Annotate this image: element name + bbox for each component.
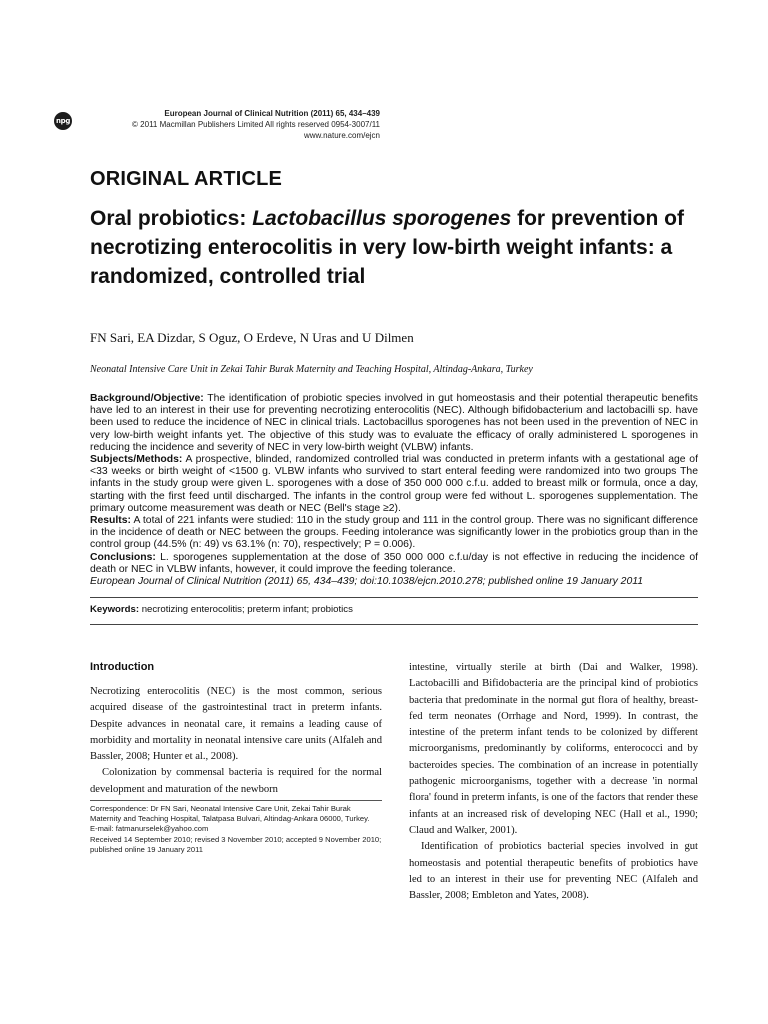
- article-title: [90, 204, 710, 291]
- abstract-conclusions-text: L. sporogenes supplementation at the dose of 350 000 000 c.f.u/day is not effective in reducing the incidence of death or NEC in VLBW infants, however, it could improve the feeding tolerance.: [90, 551, 699, 575]
- body-column-left: [90, 660, 382, 798]
- title-part-1: Oral probiotics:: [90, 207, 253, 230]
- affiliation: Neonatal Intensive Care Unit in Zekai Tahir Burak Maternity and Teaching Hospital, Altindag-Ankara, Turkey: [90, 364, 533, 375]
- abstract-conclusions-label: Conclusions:: [90, 551, 156, 563]
- abstract-background-text: The identification of probiotic species involved in gut homeostasis and their potential therapeutic benefits have led to an interest in their use for preventing necrotizing enterocolitis (NEC). Although bifidobacterium and lactobacilli sp. have been used to reduce the incidence of NEC in clinical trials. Lactobacillus sporogenes has not been used in the prevention of NEC in very low-birth weight infants yet. The objective of this study was to evaluate the efficacy of orally administered L sporogenes in reducing the incidence and severity of NEC in very low-birth weight (VLBW) infants.: [90, 393, 698, 453]
- section-heading-introduction: Introduction: [90, 661, 155, 673]
- body-column-right: [409, 660, 698, 904]
- intro-paragraph-3: intestine, virtually sterile at birth (Dai and Walker, 1998). Lactobacilli and Bifidobacteria are the principal kind of probiotics bacteria that predominate in the normal gut flora of healthy, breast-fed term neonates (Orrhage and Nord, 1999). In contrast, the intestine of the preterm infant tends to be colonized by different microorganisms, predominantly by coliforms, enterococci and by bacteroides species. The combination of an increase in potentially pathogenic microorganisms, together with a decrease 'in normal flora' found in preterm infants, is one of the factors that render these infants at an increased risk of developing NEC (Hall et al., 1990; Claud and Walker, 2001).: [409, 662, 698, 836]
- keywords: [90, 604, 353, 615]
- publisher-logo: npg: [54, 112, 72, 130]
- journal-url[interactable]: www.nature.com/ejcn: [303, 131, 380, 140]
- journal-citation-line: European Journal of Clinical Nutrition (2011) 65, 434–439: [164, 109, 380, 118]
- divider-bottom: [90, 624, 698, 625]
- title-italic: Lactobacillus sporogenes: [252, 207, 512, 230]
- intro-paragraph-2: Colonization by commensal bacteria is required for the normal development and maturation of the newborn: [90, 767, 382, 795]
- correspondence-email[interactable]: E-mail: fatmanurselek@yahoo.com: [90, 824, 209, 834]
- abstract-methods-label: Subjects/Methods:: [90, 454, 183, 466]
- keywords-text: necrotizing enterocolitis; preterm infant; probiotics: [141, 604, 353, 615]
- abstract-background-label: Background/Objective:: [90, 393, 204, 404]
- abstract-results-label: Results:: [90, 515, 131, 527]
- divider-top: [90, 597, 698, 598]
- abstract-citation: European Journal of Clinical Nutrition (2011) 65, 434–439; doi:10.1038/ejcn.2010.278; published online 19 January 2011: [90, 576, 644, 588]
- intro-paragraph-4: Identification of probiotics bacterial species involved in gut homeostasis and potential therapeutic benefits of probiotics have led to an interest in their use for preventing NEC (Alfaleh and Bassler, 2008; Embleton and Yates, 2008).: [409, 841, 698, 902]
- keywords-label: Keywords:: [90, 604, 140, 615]
- abstract-methods: [90, 454, 698, 515]
- abstract-results-text: A total of 221 infants were studied: 110 in the study group and 111 in the control group. There was no significant difference in the incidence of death or NEC between the groups. Feeding intolerance was significantly lower in the probiotics group than in the control group (44.5% (n: 49) vs 63.1% (n: 70), respectively; P = 0.006).: [90, 515, 698, 551]
- abstract: [90, 393, 698, 588]
- abstract-conclusions: [90, 552, 698, 576]
- intro-paragraph-1: Necrotizing enterocolitis (NEC) is the most common, serious acquired disease of the gastrointestinal tract in preterm infants. Despite advances in neonatal care, it remains a leading cause of morbidity and mortality in neonatal intensive care units (Alfaleh and Bassler, 2008; Hunter et al., 2008).: [90, 686, 382, 763]
- title-part-2: for prevention of necrotizing enterocolitis in very low-birth weight infants: a randomized, controlled trial: [90, 207, 684, 288]
- abstract-results: [90, 515, 698, 552]
- copyright-line: © 2011 Macmillan Publishers Limited All rights reserved 0954-3007/11: [132, 120, 380, 129]
- correspondence-footnote: [90, 804, 382, 855]
- abstract-background: [90, 393, 698, 454]
- journal-header: [120, 108, 380, 141]
- author-list: FN Sari, EA Dizdar, S Oguz, O Erdeve, N Uras and U Dilmen: [90, 330, 414, 345]
- abstract-methods-text: A prospective, blinded, randomized controlled trial was conducted in preterm infants with a gestational age of <33 weeks or birth weight of <1500 g. VLBW infants who survived to start enteral feeding were randomized into two groups The infants in the study group were given L. sporogenes with a dose of 350 000 000 c.f.u. added to breast milk or formula, once a day, starting with the first feed until discharged. The infants in the control group were fed without L. sporogenes supplementation. The primary outcome measurement was death or NEC (Bell's stage ≥2).: [90, 454, 698, 514]
- correspondence-address: Correspondence: Dr FN Sari, Neonatal Intensive Care Unit, Zekai Tahir Burak Maternity and Teaching Hospital, Talatpasa Bulvari, Altindag-Ankara 06000, Turkey.: [90, 804, 370, 824]
- article-type: ORIGINAL ARTICLE: [90, 168, 283, 190]
- footnote-divider: [90, 800, 382, 801]
- publication-dates: Received 14 September 2010; revised 3 November 2010; accepted 9 November 2010; published online 19 January 2011: [90, 834, 382, 854]
